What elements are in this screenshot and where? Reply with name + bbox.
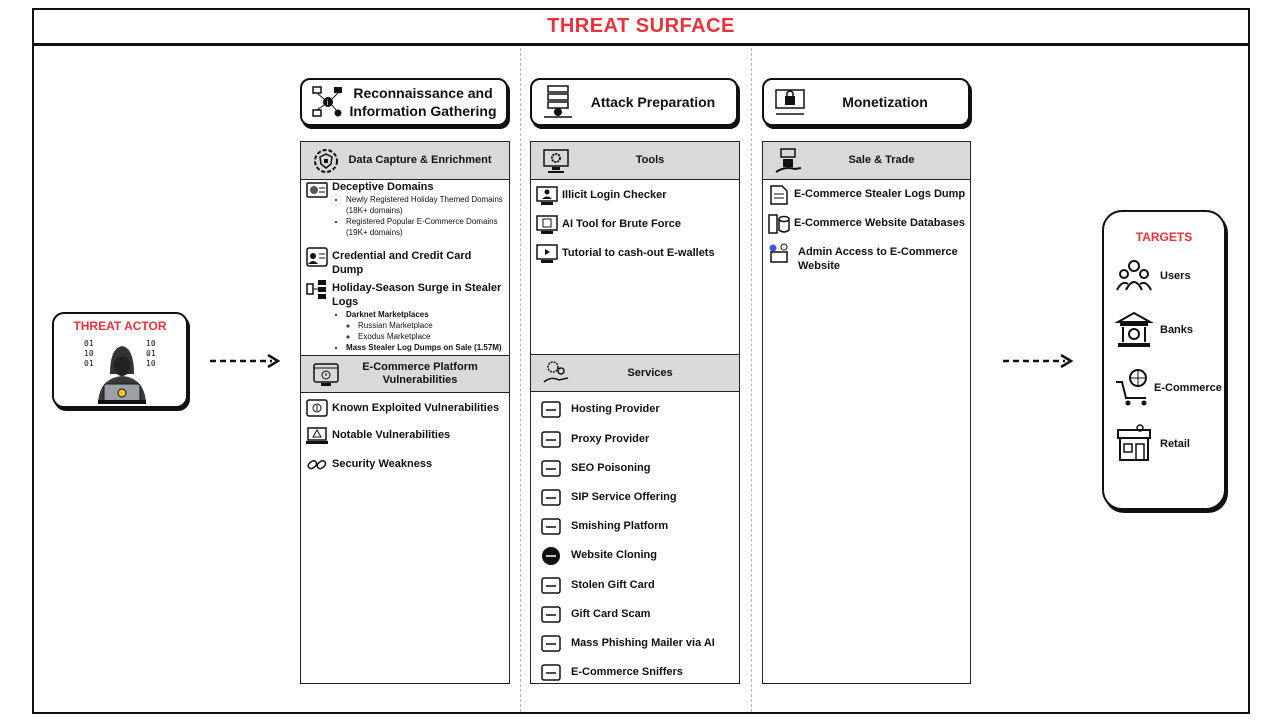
bullet-text: • Registered Popular E-Commerce Domains (19K+ domains) [346,216,505,238]
data-capture-title: Data Capture & Enrichment [348,154,492,166]
arrow-right-icon [1003,354,1073,368]
service-item-label: Hosting Provider [571,403,660,415]
target-label: Banks [1160,324,1194,336]
list-item [539,662,735,684]
vuln-item-label: Security Weakness [332,458,433,470]
list-item [767,242,966,273]
service-item-label: Stolen Gift Card [571,579,655,591]
bank-icon [1114,310,1154,350]
target-item-users [1114,256,1191,296]
broken-chain-icon [305,454,329,476]
svg-text:10: 10 [146,359,156,368]
hosting-icon [539,399,563,421]
tutorial-screen-icon [535,243,559,265]
bullet-text: • Mass Stealer Log Dumps on Sale (1.57M) [346,342,505,353]
services-section-header [531,354,739,392]
sip-phone-icon [539,487,563,509]
recon-header [300,78,508,126]
service-item-label: Smishing Platform [571,520,669,532]
list-item [539,399,735,421]
sale-item-label: Admin Access to E-Commerce Website [798,246,958,272]
targets-box [1102,210,1226,510]
database-icon [767,213,791,235]
bullet-text: ◦ Exodus Marketplace [358,331,505,342]
target-label: Users [1160,270,1191,282]
bullet-text: Darknet Marketplaces [346,310,429,319]
users-icon [1114,256,1154,296]
proxy-icon [539,429,563,451]
tool-item-label: Illicit Login Checker [562,189,667,201]
list-item [305,246,505,277]
laptop-warning-icon [305,425,329,447]
list-item [539,516,735,538]
sale-title: Sale & Trade [848,154,915,166]
target-item-retail [1114,424,1190,464]
gift-scam-icon [539,604,563,626]
svg-text:i: i [326,99,329,107]
svg-text:01: 01 [84,359,94,368]
list-item [539,575,735,597]
deceptive-domains-label: Deceptive Domains [332,181,434,193]
list-item [539,487,735,509]
admin-access-icon [767,242,791,264]
recon-panel [300,141,510,684]
list-item [539,458,735,480]
sale-item-label: E-Commerce Website Databases [794,217,965,229]
server-logs-icon [305,278,329,300]
hand-gears-icon [541,358,571,388]
service-item-label: SIP Service Offering [571,491,677,503]
domain-monitor-icon [305,180,329,202]
list-item [767,213,966,235]
svg-text:10: 10 [146,339,156,348]
target-label: Retail [1160,438,1190,450]
list-item [535,185,735,207]
diagram-title: THREAT SURFACE [547,15,735,37]
monetization-header [762,78,970,126]
sale-item-label: E-Commerce Stealer Logs Dump [794,188,966,200]
list-item [305,398,505,420]
service-item-label: Proxy Provider [571,433,650,445]
list-item [535,243,735,265]
credential-dump-label: Credential and Credit Card Dump [332,250,472,276]
monetization-panel [762,141,971,684]
hand-cash-icon [773,146,803,176]
website-clone-icon [539,545,563,567]
phishing-mail-icon [539,633,563,655]
service-item-label: SEO Poisoning [571,462,651,474]
holiday-surge-bullets [332,309,505,353]
list-item [539,545,735,567]
ai-chip-icon [535,214,559,236]
vuln-item-label: Known Exploited Vulnerabilities [332,402,500,414]
recon-header-label: Reconnaissance and Information Gathering [349,85,497,119]
threat-actor-box [52,312,188,408]
attack-header [530,78,738,126]
money-lock-icon [772,84,808,120]
target-item-ecommerce [1114,368,1222,408]
list-item [305,425,505,447]
svg-text:01: 01 [84,339,94,348]
list-item [305,180,505,238]
service-item-label: Gift Card Scam [571,608,651,620]
target-item-banks [1114,310,1193,350]
tool-item-label: AI Tool for Brute Force [562,218,681,230]
shopping-cart-icon [1114,368,1154,408]
tools-title: Tools [635,154,665,166]
vulns-title: E-Commerce Platform Vulnerabilities [362,361,478,386]
deceptive-domains-bullets [332,194,505,238]
smishing-icon [539,516,563,538]
tool-item-label: Tutorial to cash-out E-wallets [562,247,715,259]
gear-shield-icon [311,146,341,176]
store-icon [1114,424,1154,464]
credential-card-icon [305,246,329,268]
log-document-icon [767,184,791,206]
arrow-right-icon [210,354,280,368]
bullet-text: • Newly Registered Holiday Themed Domains (18K+ domains) [346,194,505,216]
list-item [539,604,735,626]
list-item [539,429,735,451]
target-label: E-Commerce [1154,382,1222,394]
monetization-header-label: Monetization [842,94,928,110]
list-item [305,278,505,353]
vulns-section-header [301,355,509,393]
network-info-icon [310,84,346,120]
list-item [539,633,735,655]
bug-alert-icon [305,398,329,420]
svg-text:10: 10 [84,349,94,358]
svg-text:01: 01 [146,349,156,358]
holiday-surge-label: Holiday-Season Surge in Stealer Logs [332,282,502,308]
attack-header-label: Attack Preparation [590,94,716,110]
vuln-item-label: Notable Vulnerabilities [332,429,451,441]
monitor-gear-icon [541,146,571,176]
gift-card-icon [539,575,563,597]
bullet-text: ◦ Russian Marketplace [358,320,505,331]
sale-section-header [763,142,970,180]
attack-panel [530,141,740,684]
service-item-label: Mass Phishing Mailer via AI [571,637,715,649]
data-capture-section-header [301,142,509,180]
targets-title: TARGETS [1135,230,1193,244]
list-item [305,454,505,476]
server-stack-icon [540,84,576,120]
vulnerable-site-icon [311,359,341,389]
column-divider [520,48,521,712]
service-item-label: E-Commerce Sniffers [571,666,683,678]
threat-actor-label: THREAT ACTOR [73,319,167,333]
list-item [535,214,735,236]
sniffer-icon [539,662,563,684]
services-title: Services [627,366,673,379]
login-user-icon [535,185,559,207]
seo-icon [539,458,563,480]
service-item-label: Website Cloning [571,549,657,561]
column-divider [751,48,752,712]
hacker-icon [82,336,162,406]
diagram-title-bar [32,8,1250,46]
list-item [767,184,966,206]
tools-section-header [531,142,739,180]
